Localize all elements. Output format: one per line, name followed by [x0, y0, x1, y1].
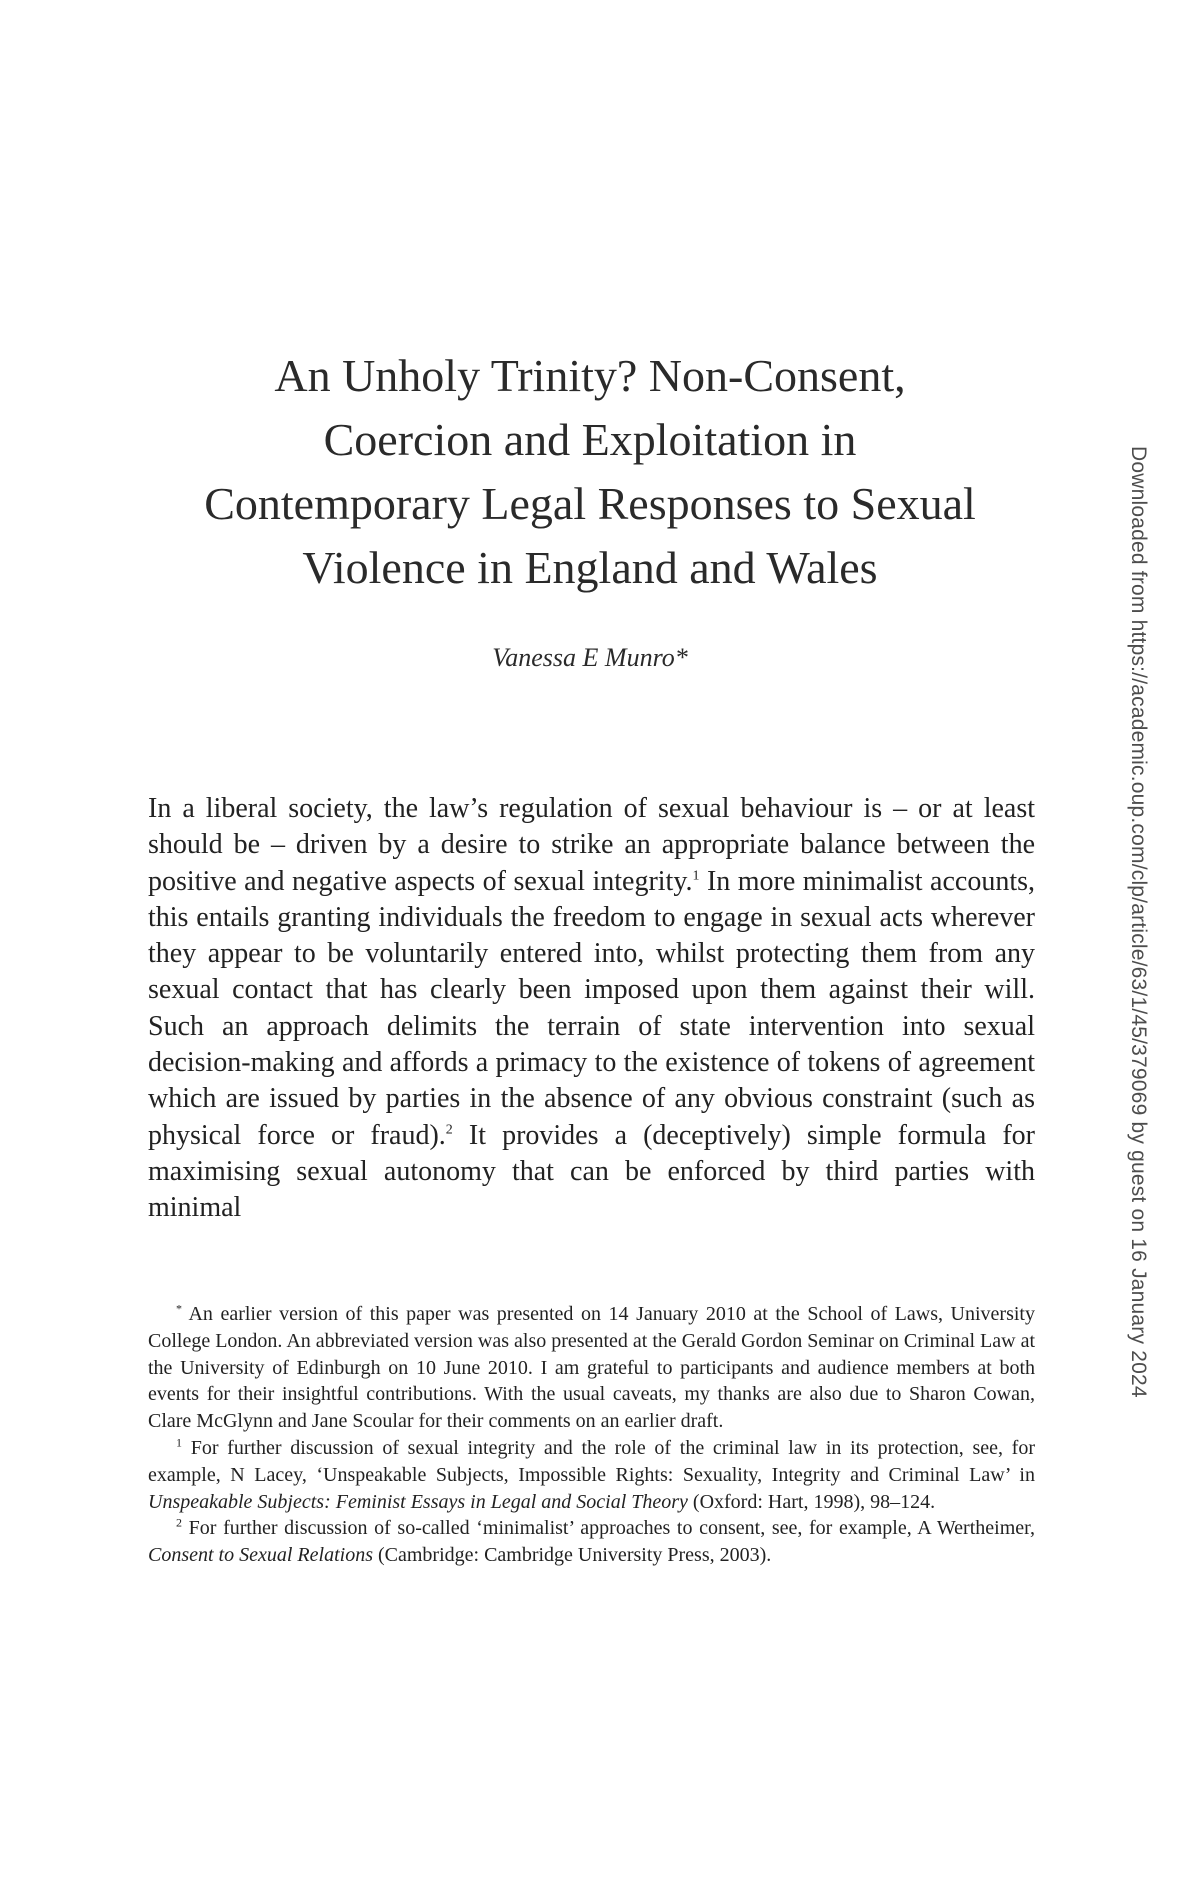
- title-line: Contemporary Legal Responses to Sexual: [204, 478, 976, 529]
- author-name: Vanessa E Munro*: [492, 643, 688, 672]
- footnote-book-title: Consent to Sexual Relations: [148, 1544, 373, 1567]
- body-text-segment: In a liberal society, the law’s regulation of sexual behaviour is – or at least should be – driven by a desire to strike an appropriate balance between the positive and negative aspects of sexual integrity.: [148, 793, 1035, 897]
- footnote-1: [148, 1435, 1035, 1515]
- footnote-book-title: Unspeakable Subjects: Feminist Essays in Legal and Social Theory: [148, 1490, 688, 1513]
- footnote-marker: 2: [176, 1515, 182, 1530]
- footnote-text: For further discussion of so-called ‘minimalist’ approaches to consent, see, for example, A Wertheimer,: [182, 1517, 1035, 1540]
- footnote-2: [148, 1515, 1035, 1569]
- footnote-text: (Oxford: Hart, 1998), 98–124.: [687, 1490, 936, 1513]
- footnotes-section: [148, 1301, 1035, 1569]
- article-title: [150, 344, 1030, 600]
- title-line: Violence in England and Wales: [302, 542, 878, 593]
- title-line: Coercion and Exploitation in: [323, 414, 857, 465]
- body-paragraph: [148, 791, 1035, 1227]
- footnote-ref-1[interactable]: 1: [692, 868, 700, 884]
- footnote-text: An earlier version of this paper was presented on 14 January 2010 at the School of Laws, University College London. An abbreviated version was also presented at the Gerald Gordon Seminar on Criminal Law at the University of Edinburgh on 10 June 2010. I am grateful to participants and audience members at both events for their insightful contributions. With the usual caveats, my thanks are also due to Sharon Cowan, Clare McGlynn and Jane Scoular for their comments on an earlier draft.: [148, 1303, 1035, 1433]
- title-line: An Unholy Trinity? Non-Consent,: [274, 350, 906, 401]
- footnote-text: For further discussion of sexual integrity and the role of the criminal law in its protection, see, for example, N Lacey, ‘Unspeakable Subjects, Impossible Rights: Sexuality, Integrity and Criminal Law’ in: [148, 1436, 1035, 1486]
- body-text-segment: In more minimalist accounts, this entails granting individuals the freedom to engage in sexual acts wherever they appear to be voluntarily entered into, whilst protecting them from any sexual contact that has clearly been imposed upon them against their will. Such an approach delimits the terrain of state intervention into sexual decision-making and affords a primacy to the existence of tokens of agreement which are issued by parties in the absence of any obvious constraint (such as physical force or fraud).: [148, 865, 1035, 1151]
- download-watermark: Downloaded from https://academic.oup.com/clp/article/63/1/45/379069 by guest on 16 January 2024: [1127, 446, 1150, 1398]
- body-text-segment: It provides a (deceptively) simple formula for maximising sexual autonomy that can be enforced by third parties with minimal: [148, 1119, 1035, 1224]
- footnote-marker: 1: [176, 1435, 182, 1450]
- footnote-marker: *: [176, 1301, 182, 1316]
- footnote-ref-2[interactable]: 2: [445, 1122, 453, 1138]
- footnote-star: [148, 1301, 1035, 1435]
- footnote-text: (Cambridge: Cambridge University Press, 2003).: [372, 1544, 772, 1567]
